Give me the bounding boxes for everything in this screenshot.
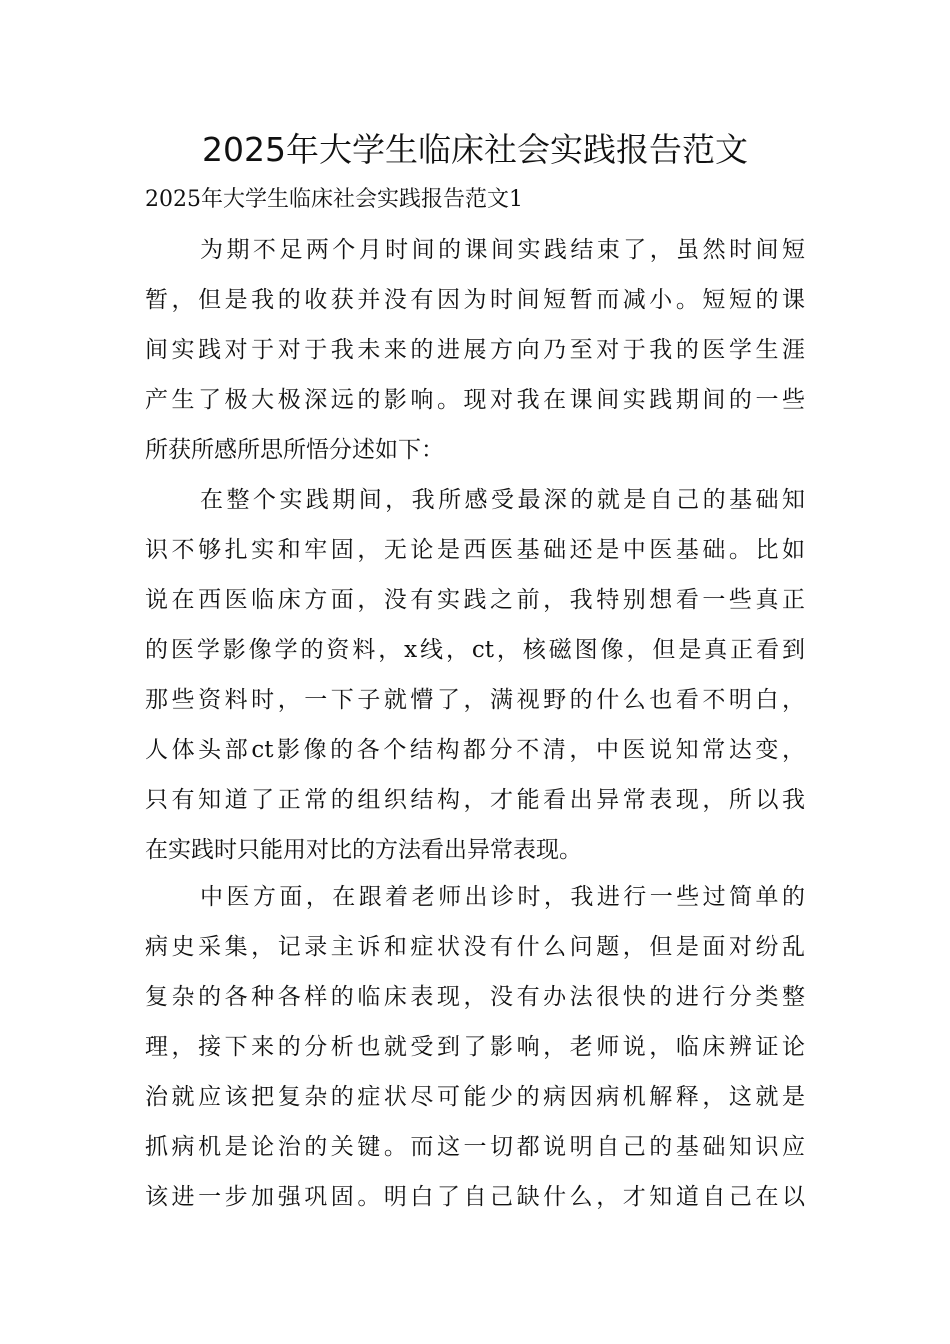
paragraph-line: 在实践时只能用对比的方法看出异常表现。 [145, 837, 582, 863]
document-subtitle: 2025年大学生临床社会实践报告范文1 [145, 187, 523, 212]
paragraph-line: 抓病机是论治的关键。而这一切都说明自己的基础知识应 [145, 1134, 805, 1160]
paragraph-line: 只有知道了正常的组织结构，才能看出异常表现，所以我 [145, 787, 805, 813]
paragraph-line: 说在西医临床方面，没有实践之前，我特别想看一些真正 [145, 587, 805, 613]
paragraph-line: 治就应该把复杂的症状尽可能少的病因病机解释，这就是 [145, 1084, 805, 1110]
document-title: 2025年大学生临床社会实践报告范文 [202, 130, 748, 169]
paragraph-line: 病史采集，记录主诉和症状没有什么问题，但是面对纷乱 [145, 934, 805, 960]
paragraph-line: 为期不足两个月时间的课间实践结束了，虽然时间短 [200, 237, 805, 263]
paragraph-line: 间实践对于对于我未来的进展方向乃至对于我的医学生涯 [145, 337, 805, 363]
paragraph-line: 暂，但是我的收获并没有因为时间短暂而减小。短短的课 [145, 287, 805, 313]
paragraph-line: 识不够扎实和牢固，无论是西医基础还是中医基础。比如 [145, 537, 805, 563]
paragraph-line: 该进一步加强巩固。明白了自己缺什么，才知道自己在以 [145, 1184, 805, 1210]
paragraph-line: 理，接下来的分析也就受到了影响，老师说，临床辨证论 [145, 1034, 805, 1060]
paragraph-line: 中医方面，在跟着老师出诊时，我进行一些过简单的 [200, 884, 805, 910]
paragraph-line: 在整个实践期间，我所感受最深的就是自己的基础知 [200, 487, 805, 513]
paragraph-line: 人体头部ct影像的各个结构都分不清，中医说知常达变， [145, 737, 805, 763]
paragraph-line: 产生了极大极深远的影响。现对我在课间实践期间的一些 [145, 387, 805, 413]
paragraph-line: 所获所感所思所悟分述如下： [145, 437, 444, 463]
paragraph-line: 那些资料时，一下子就懵了，满视野的什么也看不明白， [145, 687, 805, 713]
paragraph-line: 的医学影像学的资料，x线，ct，核磁图像，但是真正看到 [145, 637, 805, 663]
paragraph-line: 复杂的各种各样的临床表现，没有办法很快的进行分类整 [145, 984, 805, 1010]
